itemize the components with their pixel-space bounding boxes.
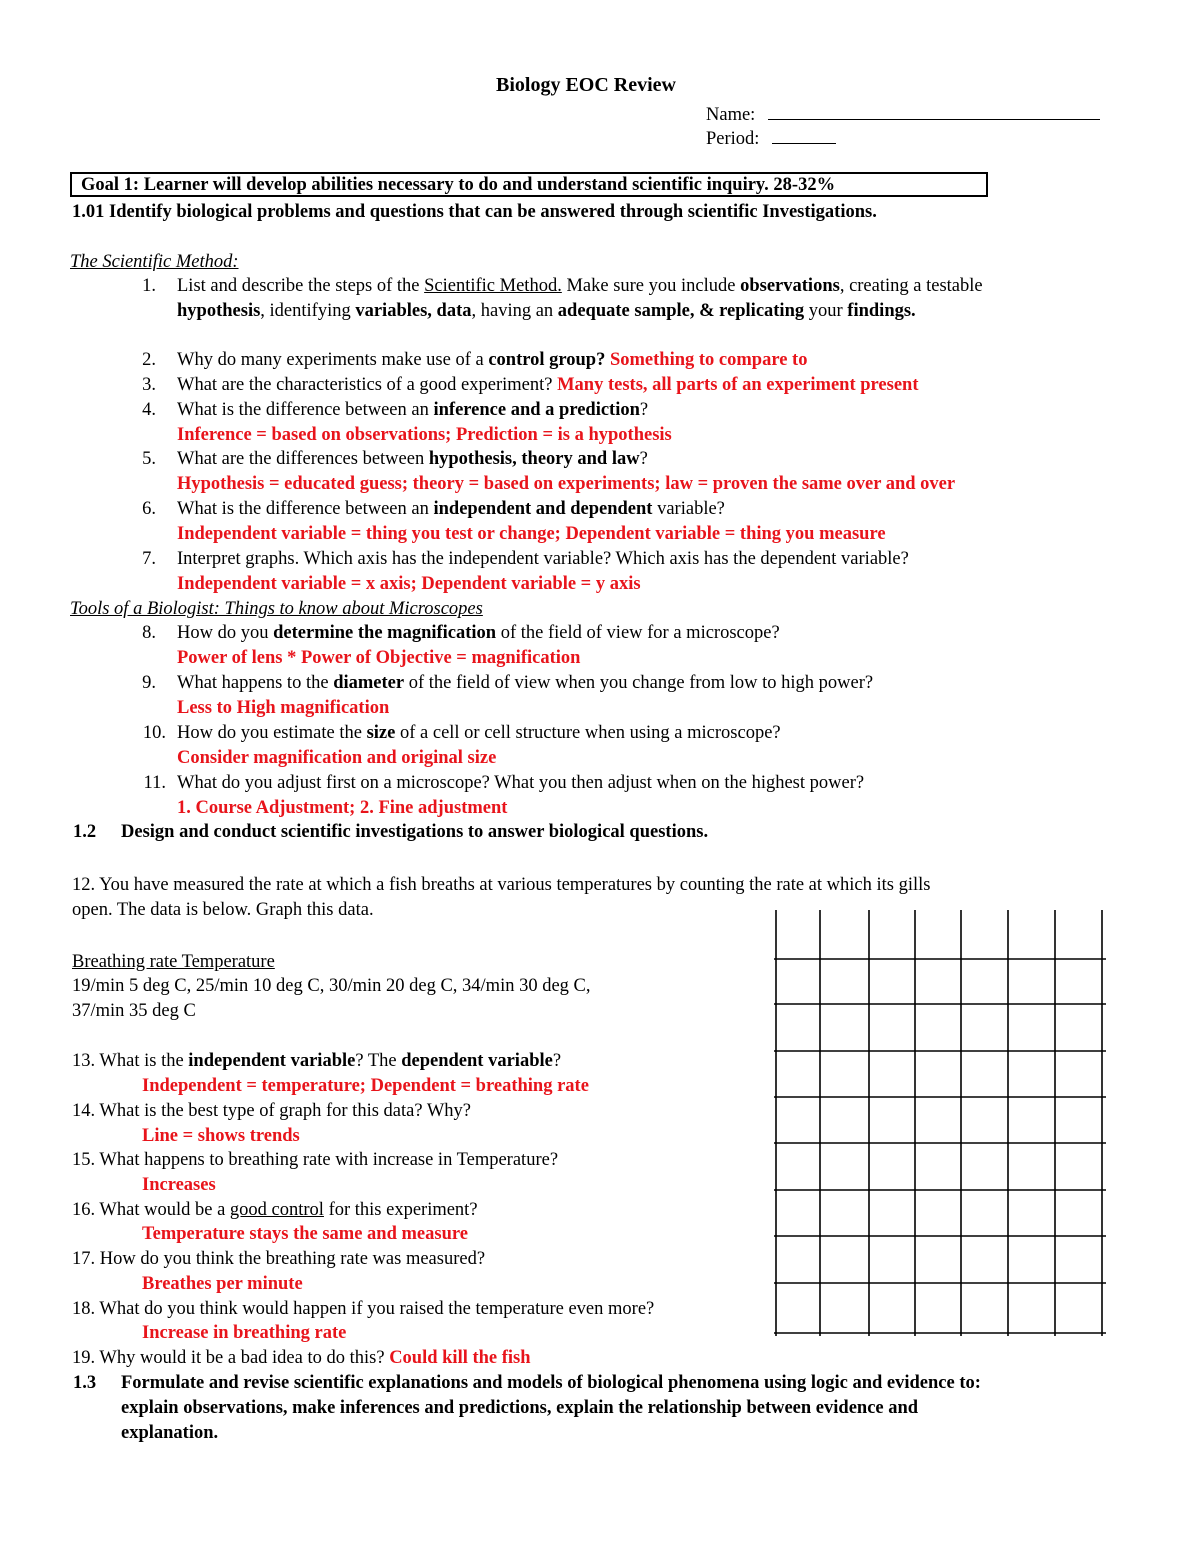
answer-text: Independent variable = x axis; Dependent variable = y axis (177, 574, 641, 594)
period-field (706, 125, 836, 151)
question-12-text: 12. You have measured the rate at which a fish breaths at various temperatures by counting the rate at which its gills (72, 875, 931, 895)
question-text: 17. How do you think the breathing rate was measured? (72, 1249, 486, 1269)
question-number: 7. (142, 549, 156, 569)
question-text: What do you adjust first on a microscope? What you then adjust when on the highest power? (177, 773, 865, 793)
section-1-2-text: Design and conduct scientific investigations to answer biological questions. (121, 822, 709, 842)
question-number: 4. (142, 400, 156, 420)
grid-vertical-lines (776, 910, 1102, 1336)
answer-text: Power of lens * Power of Objective = magnification (177, 648, 581, 668)
data-values-continued: 37/min 35 deg C (72, 1001, 196, 1021)
scientific-method-heading: The Scientific Method: (70, 252, 239, 272)
question-text: 15. What happens to breathing rate with increase in Temperature? (72, 1150, 559, 1170)
answer-text: Could kill the fish (389, 1348, 531, 1368)
page-title: Biology EOC Review (496, 74, 676, 96)
answer-text: Something to compare to (609, 350, 808, 370)
answer-text: Independent variable = thing you test or change; Dependent variable = thing you measure (177, 524, 886, 544)
graph-grid[interactable] (772, 910, 1108, 1338)
question-text: Interpret graphs. Which axis has the independent variable? Which axis has the dependent variable? (177, 549, 909, 569)
question-number: 5. (142, 449, 156, 469)
answer-text: Increases (142, 1175, 216, 1195)
answer-text: Many tests, all parts of an experiment present (557, 375, 919, 395)
answer-text: Line = shows trends (142, 1126, 300, 1146)
question-12-text-continued: open. The data is below. Graph this data. (72, 900, 374, 920)
grid-horizontal-lines (774, 959, 1106, 1333)
section-1-2-number: 1.2 (73, 822, 97, 842)
question-text: How do you estimate the size of a cell or cell structure when using a microscope? (177, 723, 781, 743)
question-number: 2. (142, 350, 156, 370)
question-text: What are the differences between hypothesis, theory and law? (177, 449, 648, 469)
section-1-01: 1.01 Identify biological problems and questions that can be answered through scientific Investigations. (72, 202, 877, 222)
question-text-continued: hypothesis, identifying variables, data, having an adequate sample, & replicating your findings. (177, 301, 916, 321)
answer-text: Increase in breathing rate (142, 1323, 347, 1343)
data-values: 19/min 5 deg C, 25/min 10 deg C, 30/min 20 deg C, 34/min 30 deg C, (72, 976, 591, 996)
answer-text: Temperature stays the same and measure (142, 1224, 468, 1244)
answer-text: Breathes per minute (142, 1274, 303, 1294)
answer-text: Independent = temperature; Dependent = breathing rate (142, 1076, 589, 1096)
question-number: 10. (142, 723, 166, 743)
data-table-header: Breathing rate Temperature (72, 952, 275, 972)
question-text: 18. What do you think would happen if you raised the temperature even more? (72, 1299, 655, 1319)
question-number: 3. (142, 375, 156, 395)
section-1-3-number: 1.3 (73, 1373, 97, 1393)
answer-text: Consider magnification and original size (177, 748, 497, 768)
period-blank[interactable] (772, 125, 836, 144)
question-text: 14. What is the best type of graph for this data? Why? (72, 1101, 472, 1121)
question-number: 9. (142, 673, 156, 693)
question-number: 6. (142, 499, 156, 519)
answer-text: Inference = based on observations; Prediction = is a hypothesis (177, 425, 672, 445)
goal-text: Goal 1: Learner will develop abilities necessary to do and understand scientific inquiry. 28-32% (81, 175, 836, 195)
question-text: What is the difference between an independent and dependent variable? (177, 499, 725, 519)
question-text: What is the difference between an inference and a prediction? (177, 400, 649, 420)
question-number: 1. (142, 276, 156, 296)
answer-text: 1. Course Adjustment; 2. Fine adjustment (177, 798, 508, 818)
question-number: 11. (143, 773, 166, 793)
answer-text: Less to High magnification (177, 698, 390, 718)
question-text: 16. What would be a good control for this experiment? (72, 1200, 478, 1220)
name-label: Name: (706, 105, 756, 125)
microscopes-heading: Tools of a Biologist: Things to know about Microscopes (70, 599, 483, 619)
answer-text: Hypothesis = educated guess; theory = based on experiments; law = proven the same over and over (177, 474, 956, 494)
question-text: Why do many experiments make use of a control group? Something to compare to (177, 350, 808, 370)
period-label: Period: (706, 129, 760, 149)
question-text: What happens to the diameter of the field of view when you change from low to high power? (177, 673, 874, 693)
section-1-3-text-end: explanation. (121, 1423, 219, 1443)
section-1-3-text-continued: explain observations, make inferences and predictions, explain the relationship between evidence and (121, 1398, 919, 1418)
question-text: 19. Why would it be a bad idea to do this? Could kill the fish (72, 1348, 531, 1368)
question-text: List and describe the steps of the Scientific Method. Make sure you include observations, creating a testable (177, 276, 983, 296)
question-number: 8. (142, 623, 156, 643)
question-text: 13. What is the independent variable? The dependent variable? (72, 1051, 562, 1071)
question-text: How do you determine the magnification of the field of view for a microscope? (177, 623, 780, 643)
name-field (706, 101, 1100, 127)
section-1-3-text: Formulate and revise scientific explanations and models of biological phenomena using logic and evidence to: (121, 1373, 981, 1393)
question-text: What are the characteristics of a good experiment? Many tests, all parts of an experiment present (177, 375, 919, 395)
name-blank[interactable] (768, 101, 1100, 120)
